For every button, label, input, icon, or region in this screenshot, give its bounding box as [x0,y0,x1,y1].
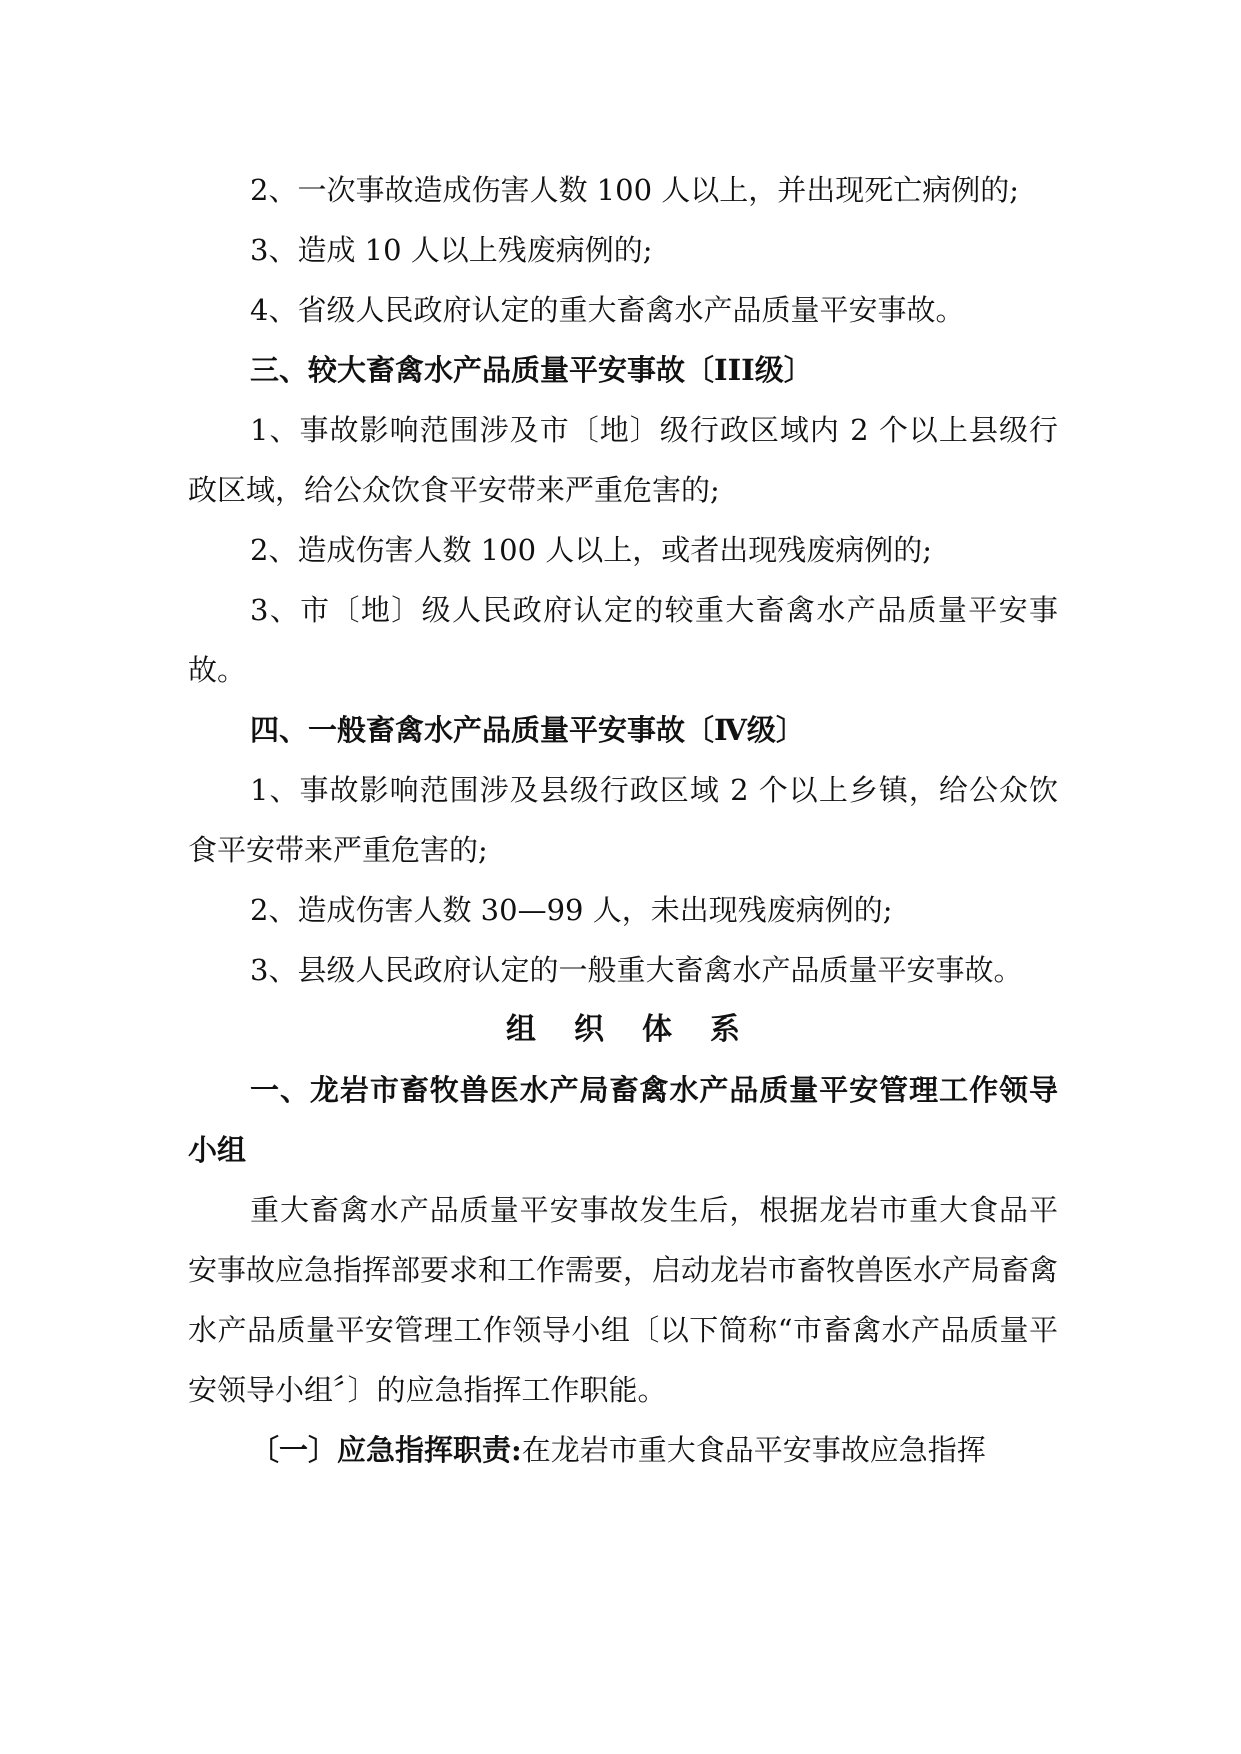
heading-level-4: 四、一般畜禽水产品质量平安事故〔Ⅳ级〕 [250,713,805,747]
paragraph-leadership-description: 重大畜禽水产品质量平安事故发生后，根据龙岩市重大食品平安事故应急指挥部要求和工作需要，启动龙岩市畜牧兽医水产局畜禽水产品质量平安管理工作领导小组〔以下简称“市畜禽水产品质量平安领导小组〞〕的应急指挥工作职能。 [188,1193,1059,1407]
section-title: 组织体系 [506,1012,778,1047]
emergency-duty-text: 在龙岩市重大食品平安事故应急指挥 [521,1433,986,1467]
paragraph-item-2: 2、一次事故造成伤害人数 100 人以上，并出现死亡病例的; [250,173,1020,207]
paragraph-level4-item-1: 1、事故影响范围涉及县级行政区域 2 个以上乡镇，给公众饮食平安带来严重危害的; [188,773,1058,867]
paragraph-level4-item-2: 2、造成伤害人数 30—99 人，未出现残废病例的; [250,893,893,927]
paragraph-level3-item-3: 3、市〔地〕级人民政府认定的较重大畜禽水产品质量平安事故。 [188,593,1058,687]
document-page [188,160,1058,1480]
emergency-duty-label: 〔一〕应急指挥职责: [250,1433,522,1467]
paragraph-item-4: 4、省级人民政府认定的重大畜禽水产品质量平安事故。 [250,293,965,327]
paragraph-level4-item-3: 3、县级人民政府认定的一般重大畜禽水产品质量平安事故。 [250,953,1023,987]
paragraph-level3-item-1: 1、事故影响范围涉及市〔地〕级行政区域内 2 个以上县级行政区域，给公众饮食平安带来严重危害的; [188,413,1058,507]
paragraph-item-3: 3、造成 10 人以上残废病例的; [250,233,653,267]
heading-level-3: 三、较大畜禽水产品质量平安事故〔III级〕 [250,353,813,387]
paragraph-emergency-duty [188,1420,1058,1480]
paragraph-level3-item-2: 2、造成伤害人数 100 人以上，或者出现残废病例的; [250,533,933,567]
heading-leadership-group: 一、龙岩市畜牧兽医水产局畜禽水产品质量平安管理工作领导小组 [188,1073,1058,1167]
